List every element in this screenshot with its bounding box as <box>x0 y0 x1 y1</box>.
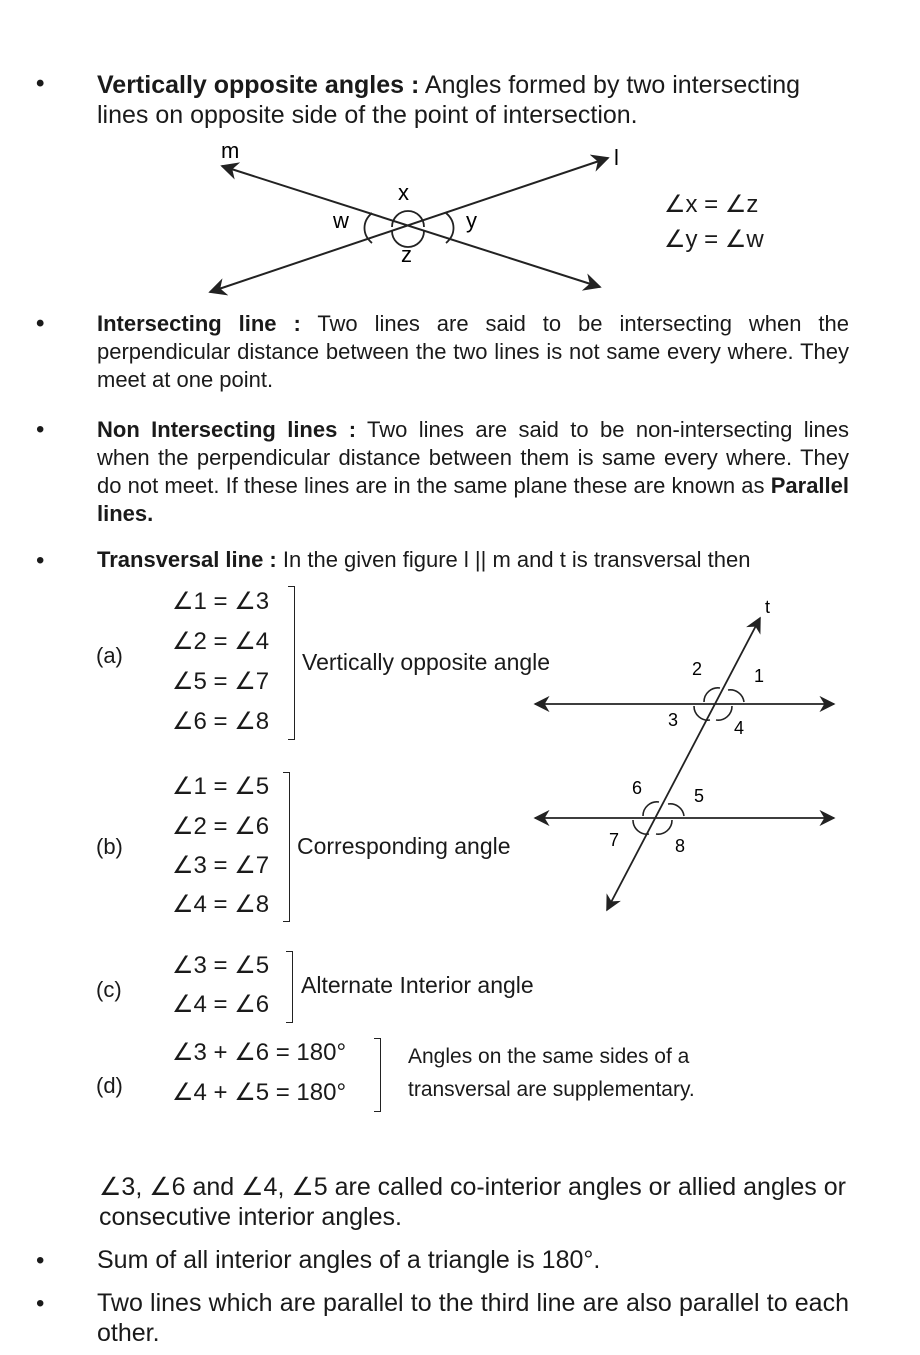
eq-a-3: ∠5 = ∠7 <box>172 668 270 695</box>
bullet: • <box>36 1247 45 1274</box>
non-intersecting-text: Two lines are said to be non-intersecting lines when the perpendicular distance between them is same every where. They do not meet. If these lines are in the same plane these are known as <box>97 417 849 498</box>
name-d-line1: Angles on the same sides of a <box>408 1045 690 1068</box>
non-intersecting-term: Non Intersecting lines : <box>97 417 357 442</box>
eq-c-1: ∠3 = ∠5 <box>172 952 270 979</box>
line-l <box>210 158 608 292</box>
eq-b-3: ∠3 = ∠7 <box>172 852 270 879</box>
eq-a-1: ∠1 = ∠3 <box>172 588 270 615</box>
label-z: z <box>401 242 412 267</box>
label-7: 7 <box>609 830 620 850</box>
name-c: Alternate Interior angle <box>301 972 534 998</box>
intersecting-term: Intersecting line : <box>97 311 301 336</box>
parallel-lines-term: Parallel lines. <box>97 473 849 526</box>
label-w: w <box>333 208 349 233</box>
eq-a-2: ∠2 = ∠4 <box>172 628 270 655</box>
eq-c-2: ∠4 = ∠6 <box>172 991 270 1018</box>
label-1: 1 <box>754 666 765 686</box>
label-4: 4 <box>734 718 745 738</box>
non-intersecting-paragraph <box>97 416 849 528</box>
angle-4-arc <box>716 706 732 720</box>
label-t: t <box>765 597 771 617</box>
eq-d-2: ∠4 + ∠5 = 180° <box>172 1079 347 1106</box>
eq-b-1: ∠1 = ∠5 <box>172 773 270 800</box>
label-a: (a) <box>96 643 123 668</box>
label-c: (c) <box>96 977 122 1002</box>
vertical-angles-line2: lines on opposite side of the point of intersection. <box>97 101 638 129</box>
bullet: • <box>36 1290 45 1317</box>
label-8: 8 <box>675 836 686 856</box>
vertical-angles-term: Vertically opposite angles : <box>97 71 420 99</box>
label-y: y <box>466 208 477 233</box>
bracket-d <box>374 1038 381 1112</box>
angle-5-arc <box>668 804 684 816</box>
transversal-term: Transversal line : <box>97 547 277 572</box>
eq-d-1: ∠3 + ∠6 = 180° <box>172 1039 347 1066</box>
bullet: • <box>36 416 45 443</box>
vertical-angles-line1: Angles formed by two intersecting <box>424 71 801 99</box>
vertical-eq-2: ∠y = ∠w <box>664 226 764 253</box>
bullet: • <box>36 310 45 337</box>
transversal-figure <box>0 580 920 920</box>
label-d: (d) <box>96 1073 123 1098</box>
label-2: 2 <box>692 659 703 679</box>
eq-a-4: ∠6 = ∠8 <box>172 708 270 735</box>
eq-b-4: ∠4 = ∠8 <box>172 891 270 918</box>
label-b: (b) <box>96 834 123 859</box>
label-m: m <box>221 138 240 163</box>
name-b: Corresponding angle <box>297 833 511 859</box>
label-5: 5 <box>694 786 705 806</box>
intersecting-paragraph <box>97 310 849 394</box>
bullet: • <box>36 547 45 574</box>
label-l: l <box>614 145 619 170</box>
vertical-eq-1: ∠x = ∠z <box>664 191 759 218</box>
vertical-angles-figure <box>0 0 920 300</box>
angle-8-arc <box>656 820 672 834</box>
eq-b-2: ∠2 = ∠6 <box>172 813 270 840</box>
label-x: x <box>398 180 409 205</box>
line-t <box>607 618 760 910</box>
bullet: • <box>36 70 45 97</box>
triangle-paragraph: Sum of all interior angles of a triangle is 180°. <box>97 1246 601 1274</box>
parallel-third-paragraph: Two lines which are parallel to the third line are also parallel to each other. <box>97 1289 849 1347</box>
co-interior-paragraph: ∠3, ∠6 and ∠4, ∠5 are called co-interior angles or allied angles or consecutive interior angles. <box>99 1173 846 1231</box>
bracket-c <box>286 951 293 1023</box>
angle-7-arc <box>633 820 649 834</box>
label-6: 6 <box>632 778 643 798</box>
transversal-text: In the given figure l || m and t is transversal then <box>282 547 751 572</box>
name-d-line2: transversal are supplementary. <box>408 1078 695 1101</box>
transversal-paragraph <box>97 546 849 574</box>
label-3: 3 <box>668 710 679 730</box>
angle-1-arc <box>728 690 744 702</box>
intersecting-text: Two lines are said to be intersecting when the perpendicular distance between the two lines is not same every where. They meet at one point. <box>97 311 849 392</box>
name-a: Vertically opposite angle <box>302 649 551 675</box>
